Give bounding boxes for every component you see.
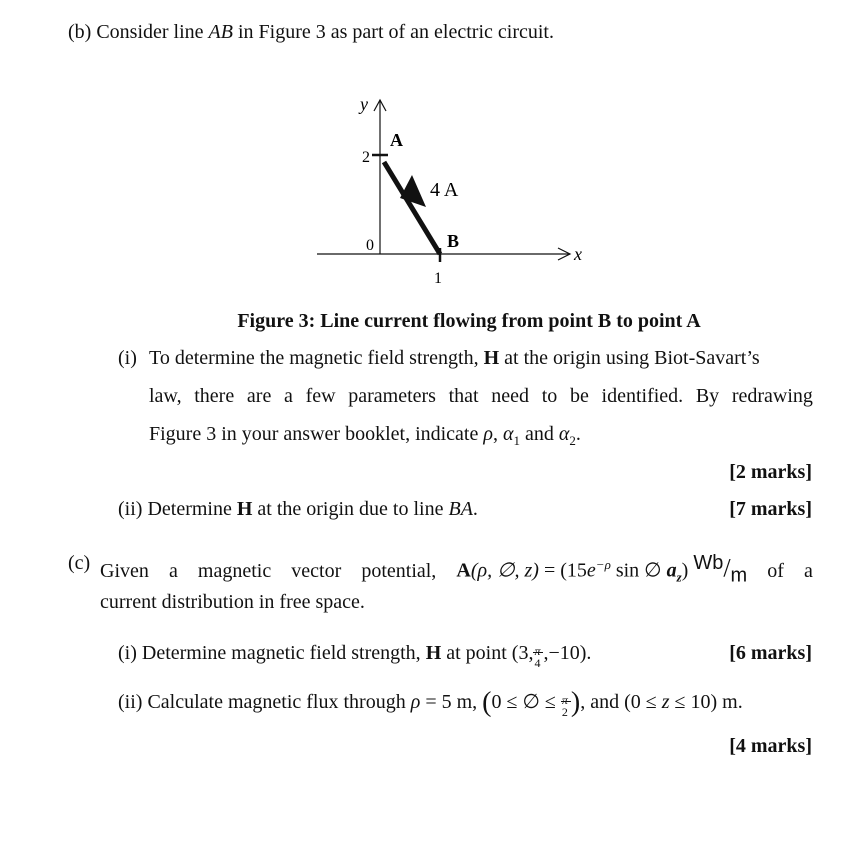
y-axis-label: y: [360, 94, 368, 114]
figure-caption: Figure 3: Line current flowing from point B to point A: [237, 310, 701, 332]
x-axis-label: x: [574, 244, 582, 264]
current-direction-arrow: [400, 175, 426, 207]
word: redrawing: [731, 385, 813, 407]
marks-c-ii: [4 marks]: [729, 735, 812, 757]
word: potential,: [361, 559, 437, 582]
q-c-ii-post: ≤ 10) m.: [669, 691, 743, 713]
word: identified.: [601, 385, 684, 407]
word: a: [284, 385, 293, 407]
q-b-i-label: (i): [118, 347, 137, 369]
unit-vector-z: z: [676, 569, 682, 585]
word: that: [448, 385, 479, 407]
point-a-label: A: [390, 130, 403, 150]
q-b-ii-pre: Determine: [147, 498, 237, 520]
frac-den: 4: [534, 656, 541, 670]
figure-3-diagram: [0, 0, 864, 300]
formula-eq: = (15: [538, 559, 587, 582]
word: of: [767, 559, 784, 582]
formula-close: ): [681, 559, 689, 582]
marks-b-i: [2 marks]: [729, 461, 812, 483]
word: need: [491, 385, 530, 407]
symbol-h: H: [483, 347, 500, 369]
word: parameters: [348, 385, 436, 407]
open-paren: (: [482, 687, 492, 718]
q-b-ii-label: (ii): [118, 498, 143, 520]
q-b-i-line3-pre: Figure 3 in your answer booklet, indicate: [149, 423, 484, 445]
tick-label-0: 0: [366, 237, 374, 254]
symbol-a: A: [456, 559, 471, 582]
q-b-i-line2: [149, 384, 813, 408]
unit-slash: /: [723, 553, 731, 583]
word: a: [804, 559, 813, 582]
part-c-line2: current distribution in free space.: [100, 591, 365, 613]
close-paren: ): [570, 687, 581, 718]
symbol-rho: ρ: [483, 423, 493, 445]
q-c-i-post: ,−10).: [543, 642, 592, 664]
formula-args: (ρ, ∅, z): [470, 559, 539, 582]
q-b-ii: (ii) Determine H at the origin due to line BA.: [118, 498, 478, 520]
part-b-label: (b): [68, 21, 92, 43]
tick-label-1: 1: [434, 270, 442, 287]
q-c-i-pre: Determine magnetic field strength,: [141, 642, 426, 664]
part-c-label: (c): [68, 552, 91, 574]
unit-wb: Wb: [693, 552, 724, 574]
point-b-label: B: [447, 231, 460, 251]
frac-den: 2: [561, 705, 568, 719]
conj-and: and: [519, 423, 559, 445]
formula-sin: sin ∅: [610, 559, 667, 582]
q-c-ii-pre: Calculate magnetic flux through: [147, 691, 411, 713]
word: few: [305, 385, 336, 407]
part-c-line1: [100, 551, 813, 590]
symbol-alpha-1: α: [502, 423, 514, 445]
subscript-1: 1: [513, 433, 520, 448]
q-b-i-line1-pre: To determine the magnetic field strength,: [149, 347, 484, 369]
word: a: [168, 559, 178, 582]
q-c-i-label: (i): [118, 642, 137, 664]
marks-b-ii: [7 marks]: [729, 498, 812, 520]
fraction-pi-over-4: [533, 641, 543, 670]
formula-e: e: [586, 559, 596, 582]
current-label: 4 A: [430, 179, 459, 201]
word: to: [541, 385, 558, 407]
q-c-ii-mid: , and (0 ≤: [580, 691, 662, 713]
word: magnetic: [197, 559, 272, 582]
fraction-pi-over-2: [561, 690, 571, 719]
q-c-ii: [118, 687, 743, 719]
line-ba-label: BA: [448, 498, 473, 520]
q-c-ii-eq: = 5 m,: [420, 691, 483, 713]
marks-c-i: [6 marks]: [729, 642, 812, 664]
q-c-i: [118, 641, 592, 670]
symbol-rho: ρ: [410, 691, 421, 713]
symbol-h: H: [236, 498, 253, 520]
line-ab-label: AB: [208, 21, 233, 43]
symbol-z: z: [661, 691, 670, 713]
word: there: [194, 385, 235, 407]
unit-m: m: [730, 564, 748, 587]
frac-num: π: [534, 644, 541, 658]
word: are: [246, 385, 272, 407]
frac-num: π: [561, 693, 568, 707]
q-b-i-line1: [149, 346, 760, 370]
q-b-i-line1-post: at the origin using Biot-Savart’s: [499, 347, 760, 369]
unit-vector-a: a: [666, 559, 677, 582]
vector-potential-formula: [456, 551, 747, 590]
symbol-h: H: [425, 642, 442, 664]
q-c-ii-label: (ii): [118, 691, 143, 713]
q-c-ii-range: 0 ≤ ∅ ≤: [491, 691, 561, 713]
word: be: [569, 385, 589, 407]
subscript-2: 2: [569, 433, 576, 448]
symbol-alpha-2: α: [558, 423, 570, 445]
formula-exponent: −ρ: [595, 557, 611, 572]
part-b-stem-post: in Figure 3 as part of an electric circuit.: [232, 21, 554, 43]
q-c-i-mid: at point (3,: [441, 642, 534, 664]
word: Given: [100, 559, 149, 582]
q-b-i-line3: Figure 3 in your answer booklet, indicate ρ, $\alpha_1$ and $\alpha_2$.: [149, 423, 581, 448]
part-b-stem-pre: Consider line: [96, 21, 209, 43]
q-b-ii-mid: at the origin due to line: [252, 498, 449, 520]
word: vector: [291, 559, 342, 582]
word: By: [695, 385, 720, 407]
word: law,: [149, 385, 182, 407]
tick-label-2: 2: [362, 149, 370, 166]
